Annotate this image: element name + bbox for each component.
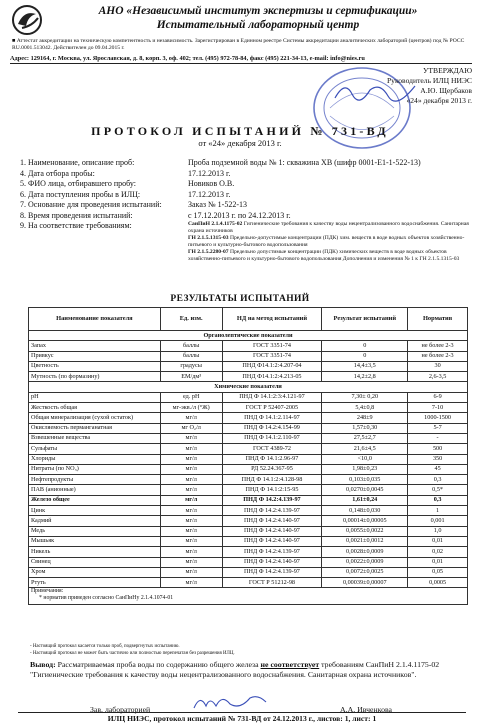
method-cell: ГОСТ Р 52407-2005 <box>222 403 322 413</box>
method-cell: ПНД Ф 14.2:4.139-97 <box>222 567 322 577</box>
info-value: 17.12.2013 г. <box>188 189 231 199</box>
conclusion-post: требованиям СанПиН 2.1.4.1175-02 "Гигиенические требования к качеству воды нецентрализованного водоснабжения. Санитарная охрана источников". <box>30 660 440 679</box>
col-header: Ед. изм. <box>160 308 222 331</box>
method-cell: ПНД Ф 14.1:2:3:4.121-97 <box>222 392 322 402</box>
info-value: с 17.12.2013 г. по 24.12.2013 г. <box>188 210 291 220</box>
section-label: Органолептические показатели <box>29 331 468 341</box>
info-row <box>20 200 475 211</box>
col-header: Норматив <box>408 308 468 331</box>
results-table <box>28 307 468 605</box>
requirement-code: ГН 2.1.5.2280-07 <box>188 249 229 255</box>
unit-cell: мг/л <box>160 547 222 557</box>
unit-cell: баллы <box>160 351 222 361</box>
norm-cell: 350 <box>408 454 468 464</box>
unit-cell: мг/л <box>160 506 222 516</box>
norm-cell: 5-7 <box>408 423 468 433</box>
col-header: Результат испытаний <box>322 308 408 331</box>
norm-cell: не более 2-3 <box>408 351 468 361</box>
result-cell: 27,5±2,7 <box>322 433 408 443</box>
method-cell: ГОСТ 3351-74 <box>222 341 322 351</box>
section-label: Химические показатели <box>29 382 468 392</box>
param-name-cell: Окисляемость перманганатная <box>29 423 161 433</box>
result-cell: 21,6±4,5 <box>322 444 408 454</box>
info-row <box>20 190 475 201</box>
method-cell: РД 52.24.367-95 <box>222 464 322 474</box>
result-cell: 0,0028±0,0009 <box>322 547 408 557</box>
table-row <box>29 464 468 474</box>
sample-info <box>20 158 475 263</box>
info-row <box>20 179 475 190</box>
table-row <box>29 403 468 413</box>
param-name-cell: Цветность <box>29 361 161 371</box>
table-row <box>29 485 468 495</box>
approval-name: А.Ю. Щербаков <box>420 86 472 95</box>
col-header: НД на метод испытаний <box>222 308 322 331</box>
table-row <box>29 526 468 536</box>
method-cell: ПНД Ф 14.1:2.110-97 <box>222 433 322 443</box>
protocol-date: от «24» декабря 2013 г. <box>198 138 282 148</box>
info-row <box>20 158 475 169</box>
result-cell: 0,0022±0,0009 <box>322 557 408 567</box>
table-row <box>29 536 468 546</box>
info-label: 9. На соответствие требованиям: <box>20 221 132 230</box>
param-name-cell: Медь <box>29 526 161 536</box>
result-cell: <10,0 <box>322 454 408 464</box>
info-row <box>20 211 475 222</box>
result-cell: 0,00014±0,00005 <box>322 516 408 526</box>
param-name-cell: Сульфаты <box>29 444 161 454</box>
method-cell: ПНД Ф 14.2:4.139-97 <box>222 495 322 505</box>
method-cell: ПНД Ф 14.2:4.139-97 <box>222 506 322 516</box>
norm-cell: 0,05 <box>408 567 468 577</box>
param-name-cell: Хлориды <box>29 454 161 464</box>
norm-cell: 500 <box>408 444 468 454</box>
norm-cell: 1,0 <box>408 526 468 536</box>
param-name-cell: Нефтепродукты <box>29 475 161 485</box>
param-name-cell: Цинк <box>29 506 161 516</box>
table-row <box>29 506 468 516</box>
method-cell: ПНД Ф 14.2:4.139-97 <box>222 547 322 557</box>
unit-cell: мг/л <box>160 433 222 443</box>
method-cell: ГОСТ Р 51212-98 <box>222 578 322 588</box>
unit-cell: мг/л <box>160 475 222 485</box>
unit-cell: мг О₂/л <box>160 423 222 433</box>
info-label: 4. Дата отбора пробы: <box>20 168 95 178</box>
table-row <box>29 444 468 454</box>
disclaimer-line: - Настоящий протокол касается только проб, подвергнутых испытанию. <box>30 644 180 649</box>
method-cell: ПНД Ф 14.1:2:15-95 <box>222 485 322 495</box>
table-row <box>29 361 468 371</box>
footer-line: ИЛЦ НИЭС, протокол испытаний № 731-ВД от 24.12.2013 г., листов: 1, лист: 1 <box>18 712 466 723</box>
info-label: 5. ФИО лица, отбиравшего пробу: <box>20 179 137 188</box>
method-cell: ПНД Ф 14.2:4.140-97 <box>222 536 322 546</box>
param-name-cell: Мышьяк <box>29 536 161 546</box>
method-cell: ГОСТ 4389-72 <box>222 444 322 454</box>
table-row <box>29 392 468 402</box>
result-cell: 1,57±0,30 <box>322 423 408 433</box>
norm-cell: 0,01 <box>408 557 468 567</box>
notes-title: Примечания: <box>31 588 64 595</box>
lab-head-signature <box>190 690 270 714</box>
result-cell: 248±9 <box>322 413 408 423</box>
disclaimer-line: - Настоящий протокол не может быть частично или полностью перепечатан без разрешения ИЛЦ. <box>30 651 235 656</box>
norm-cell: 0,5* <box>408 485 468 495</box>
norm-cell: 0,3 <box>408 475 468 485</box>
result-cell: 0,0055±0,0022 <box>322 526 408 536</box>
requirement-item <box>188 249 475 263</box>
table-row <box>29 516 468 526</box>
result-cell: 0,0072±0,0025 <box>322 567 408 577</box>
method-cell: ПНД Ф 14.1:2.114-97 <box>222 413 322 423</box>
norm-cell: 0,0005 <box>408 578 468 588</box>
norm-cell: 0,01 <box>408 536 468 546</box>
requirement-text: Предельно допустимые концентрации (ПДК) химических веществ в воде водных объектов хозяйственно-питьевого и культурно-бытового водопользования Дополнения и изменения № 1 к ГН 2.1.5.1315-03 <box>188 249 460 262</box>
norm-cell: 45 <box>408 464 468 474</box>
lab-head-label: Зав. лабораторией <box>90 705 151 714</box>
protocol-title: ПРОТОКОЛ ИСПЫТАНИЙ № 731-ВД <box>91 124 389 138</box>
table-row <box>29 495 468 505</box>
info-label: 8. Время проведения испытаний: <box>20 210 133 220</box>
param-name-cell: Ртуть <box>29 578 161 588</box>
unit-cell: мг/л <box>160 526 222 536</box>
result-cell: 0,148±0,030 <box>322 506 408 516</box>
info-value: Проба подземной воды № 1: скважина ХВ (шифр 0001-Е1-1-522-13) <box>188 158 421 167</box>
section-row <box>29 382 468 392</box>
unit-cell: мг/л <box>160 464 222 474</box>
info-label: 6. Дата поступления пробы в ИЛЦ: <box>20 189 141 199</box>
notes-cell <box>29 588 468 605</box>
requirement-text: Гигиенические требования к качеству воды нецентрализованного водоснабжения. Санитарная охрана источников <box>188 221 469 234</box>
note-item: * норматив приведен согласно СанПиНу 2.1.4.1074-01 <box>39 595 174 602</box>
norm-cell: 7-10 <box>408 403 468 413</box>
norm-cell: 1000-1500 <box>408 413 468 423</box>
param-name-cell: Кадмий <box>29 516 161 526</box>
result-cell: 0 <box>322 351 408 361</box>
table-row <box>29 372 468 382</box>
info-value: Заказ № 1-522-13 <box>188 200 247 209</box>
unit-cell: градусы <box>160 361 222 371</box>
result-cell: 0,0021±0,0012 <box>322 536 408 546</box>
approval-signature <box>330 76 420 106</box>
param-name-cell: Запах <box>29 341 161 351</box>
unit-cell: мг/л <box>160 454 222 464</box>
accreditation-text: ■ Аттестат аккредитации на техническую компетентность и независимость. Зарегистрирован в Единном реестре Системы аккредитации аналитических лабораторий (центров) под № РОСС RU.0001.513042. Действителен до 09.04.2015 г. <box>12 38 465 51</box>
table-row <box>29 351 468 361</box>
param-name-cell: Взвешенные вещества <box>29 433 161 443</box>
norm-cell: 2,6-3,5 <box>408 372 468 382</box>
table-header-row <box>29 308 468 331</box>
table-row <box>29 454 468 464</box>
result-cell: 14,4±3,5 <box>322 361 408 371</box>
result-cell: 5,4±0,8 <box>322 403 408 413</box>
table-row <box>29 578 468 588</box>
unit-cell: мг/л <box>160 485 222 495</box>
results-title: РЕЗУЛЬТАТЫ ИСПЫТАНИЙ <box>170 294 310 304</box>
requirement-item <box>188 235 475 249</box>
table-row <box>29 423 468 433</box>
table-row <box>29 433 468 443</box>
info-value: 17.12.2013 г. <box>188 168 231 178</box>
norm-cell: 0,001 <box>408 516 468 526</box>
requirement-code: СанПиН 2.1.4.1175-02 <box>188 221 243 227</box>
unit-cell: мг/л <box>160 567 222 577</box>
unit-cell: мг/л <box>160 444 222 454</box>
result-cell: 14,2±2,8 <box>322 372 408 382</box>
param-name-cell: pH <box>29 392 161 402</box>
result-cell: 7,30± 0,20 <box>322 392 408 402</box>
col-header: Наименование показателя <box>29 308 161 331</box>
norm-cell: 6-9 <box>408 392 468 402</box>
unit-cell: ед. рН <box>160 392 222 402</box>
approval-position: Руководитель ИЛЦ НИЭС <box>386 76 472 85</box>
unit-cell: мг/л <box>160 516 222 526</box>
method-cell: ПНД Ф 14.1:2.96-97 <box>222 454 322 464</box>
param-name-cell: Железо общее <box>29 495 161 505</box>
method-cell: ПНД Ф 14.2:4.140-97 <box>222 526 322 536</box>
unit-cell: мг-экв./л (°Ж) <box>160 403 222 413</box>
result-cell: 0,00039±0,00007 <box>322 578 408 588</box>
notes-row <box>29 588 468 605</box>
method-cell: ПНД Ф 14.2:4.154-99 <box>222 423 322 433</box>
section-row <box>29 331 468 341</box>
method-cell: ПНД Ф 14.2:4.140-97 <box>222 557 322 567</box>
requirement-item <box>188 221 475 235</box>
info-value: Новиков О.В. <box>188 179 235 188</box>
info-label: 7. Основание для проведения испытаний: <box>20 200 162 209</box>
requirement-text: Предельно-допустимые концентрации (ПДК) хим. веществ в воде водных объектов хозяйственно-питьевого и культурно-бытового водопользования <box>188 235 465 248</box>
norm-cell: не более 2-3 <box>408 341 468 351</box>
param-name-cell: Хром <box>29 567 161 577</box>
info-row <box>20 221 475 263</box>
param-name-cell: Нитраты (по NO₃) <box>29 464 161 474</box>
param-name-cell: Жесткость общая <box>29 403 161 413</box>
result-cell: 1,61±0,24 <box>322 495 408 505</box>
conclusion-pre: Рассматриваемая проба воды по содержанию общего железа <box>55 660 261 669</box>
table-row <box>29 547 468 557</box>
approval-date: «24» декабря 2013 г. <box>406 96 472 105</box>
unit-cell: ЕМ/дм³ <box>160 372 222 382</box>
param-name-cell: Общая минерализация (сухой остаток) <box>29 413 161 423</box>
param-name-cell: Мутность (по формазину) <box>29 372 161 382</box>
institute-logo <box>10 4 48 36</box>
param-name-cell: ПАВ (анионные) <box>29 485 161 495</box>
conclusion-verdict: не соответствует <box>260 660 320 669</box>
result-cell: 1,98±0,23 <box>322 464 408 474</box>
accreditation-body: Аттестат аккредитации на техническую компетентность и независимость. Зарегистрирован в Единном реестре Системы аккредитации аналитических лабораторий (центров) под № РОСС RU.0001.513042. Действителен до 09.04.2015 г. <box>12 38 465 51</box>
lab-head-name: А.А. Ивченкова <box>340 705 393 714</box>
method-cell: ПНД Ф 14.2:4.140-97 <box>222 516 322 526</box>
result-cell: 0,0270±0,0045 <box>322 485 408 495</box>
method-cell: ПНД Ф 14.1:2:4.128-98 <box>222 475 322 485</box>
approval-title: УТВЕРЖДАЮ <box>423 66 472 75</box>
conclusion-label: Вывод: <box>30 660 56 669</box>
norm-cell: 1 <box>408 506 468 516</box>
org-subtitle: Испытательный лабораторный центр <box>156 19 360 31</box>
table-row <box>29 557 468 567</box>
unit-cell: мг/л <box>160 495 222 505</box>
table-row <box>29 341 468 351</box>
norm-cell: 30 <box>408 361 468 371</box>
norm-cell: 0,3 <box>408 495 468 505</box>
org-name: АНО «Независимый институт экспертизы и сертификации» <box>98 5 418 17</box>
address-line: Адрес: 129164, г. Москва, ул. Ярославская, д. 8, корп. 3, оф. 402; тел. (495) 972-78-84, факс (495) 221-34-13, e-mail: info@nies.ru <box>10 55 472 64</box>
unit-cell: баллы <box>160 341 222 351</box>
requirement-code: ГН 2.1.5.1315-03 <box>188 235 229 241</box>
unit-cell: мг/л <box>160 578 222 588</box>
disclaimer <box>30 643 470 657</box>
method-cell: ПНД Ф14.1:2:4.207-04 <box>222 361 322 371</box>
table-row <box>29 567 468 577</box>
result-cell: 0 <box>322 341 408 351</box>
unit-cell: мг/л <box>160 536 222 546</box>
result-cell: 0,103±0,035 <box>322 475 408 485</box>
table-row <box>29 413 468 423</box>
unit-cell: мг/л <box>160 413 222 423</box>
norm-cell: 0,02 <box>408 547 468 557</box>
method-cell: ГОСТ 3351-74 <box>222 351 322 361</box>
param-name-cell: Свинец <box>29 557 161 567</box>
method-cell: ПНД Ф14.1:2:4.213-05 <box>222 372 322 382</box>
info-label: 1. Наименование, описание проб: <box>20 158 135 167</box>
param-name-cell: Никель <box>29 547 161 557</box>
table-row <box>29 475 468 485</box>
param-name-cell: Привкус <box>29 351 161 361</box>
conclusion <box>30 660 475 680</box>
requirements-list <box>188 221 475 263</box>
norm-cell: - <box>408 433 468 443</box>
info-row <box>20 169 475 180</box>
unit-cell: мг/л <box>160 557 222 567</box>
